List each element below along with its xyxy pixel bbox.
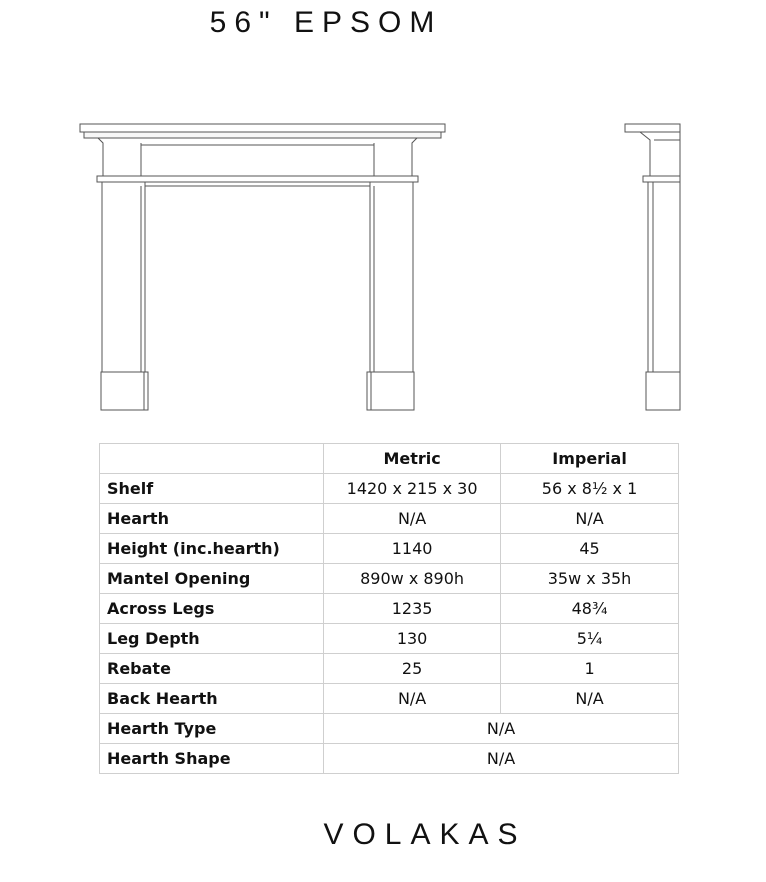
side-elevation	[625, 124, 680, 410]
row-label: Leg Depth	[100, 624, 324, 654]
table-row	[100, 624, 679, 654]
table-row	[100, 654, 679, 684]
table-row	[100, 504, 679, 534]
imperial-value: 5¼	[501, 624, 679, 654]
metric-value: 1420 x 215 x 30	[324, 474, 501, 504]
metric-value: 1140	[324, 534, 501, 564]
row-label: Hearth	[100, 504, 324, 534]
fireplace-drawings	[0, 110, 766, 420]
imperial-value: N/A	[501, 504, 679, 534]
row-label: Hearth Type	[100, 714, 324, 744]
metric-value: 130	[324, 624, 501, 654]
imperial-value: 45	[501, 534, 679, 564]
row-label: Back Hearth	[100, 684, 324, 714]
table-row	[100, 684, 679, 714]
table-row-merged	[100, 714, 679, 744]
merged-value: N/A	[324, 744, 679, 774]
row-label: Rebate	[100, 654, 324, 684]
metric-value: 25	[324, 654, 501, 684]
column-header-imperial: Imperial	[501, 444, 679, 474]
imperial-value: 48¾	[501, 594, 679, 624]
column-header-metric: Metric	[324, 444, 501, 474]
row-label: Across Legs	[100, 594, 324, 624]
column-header-blank	[100, 444, 324, 474]
row-label: Mantel Opening	[100, 564, 324, 594]
metric-value: 1235	[324, 594, 501, 624]
merged-value: N/A	[324, 714, 679, 744]
table-row-merged	[100, 744, 679, 774]
specifications-table	[99, 443, 679, 774]
imperial-value: N/A	[501, 684, 679, 714]
brand-wordmark: VOLAKAS	[323, 818, 527, 851]
table-row	[100, 534, 679, 564]
page-title: 56" EPSOM	[209, 6, 443, 39]
table-row	[100, 564, 679, 594]
table-row	[100, 594, 679, 624]
metric-value: N/A	[324, 684, 501, 714]
row-label: Hearth Shape	[100, 744, 324, 774]
metric-value: 890w x 890h	[324, 564, 501, 594]
metric-value: N/A	[324, 504, 501, 534]
front-elevation	[80, 124, 445, 410]
row-label: Height (inc.hearth)	[100, 534, 324, 564]
row-label: Shelf	[100, 474, 324, 504]
imperial-value: 56 x 8½ x 1	[501, 474, 679, 504]
imperial-value: 1	[501, 654, 679, 684]
imperial-value: 35w x 35h	[501, 564, 679, 594]
table-row	[100, 474, 679, 504]
table-header-row	[100, 444, 679, 474]
